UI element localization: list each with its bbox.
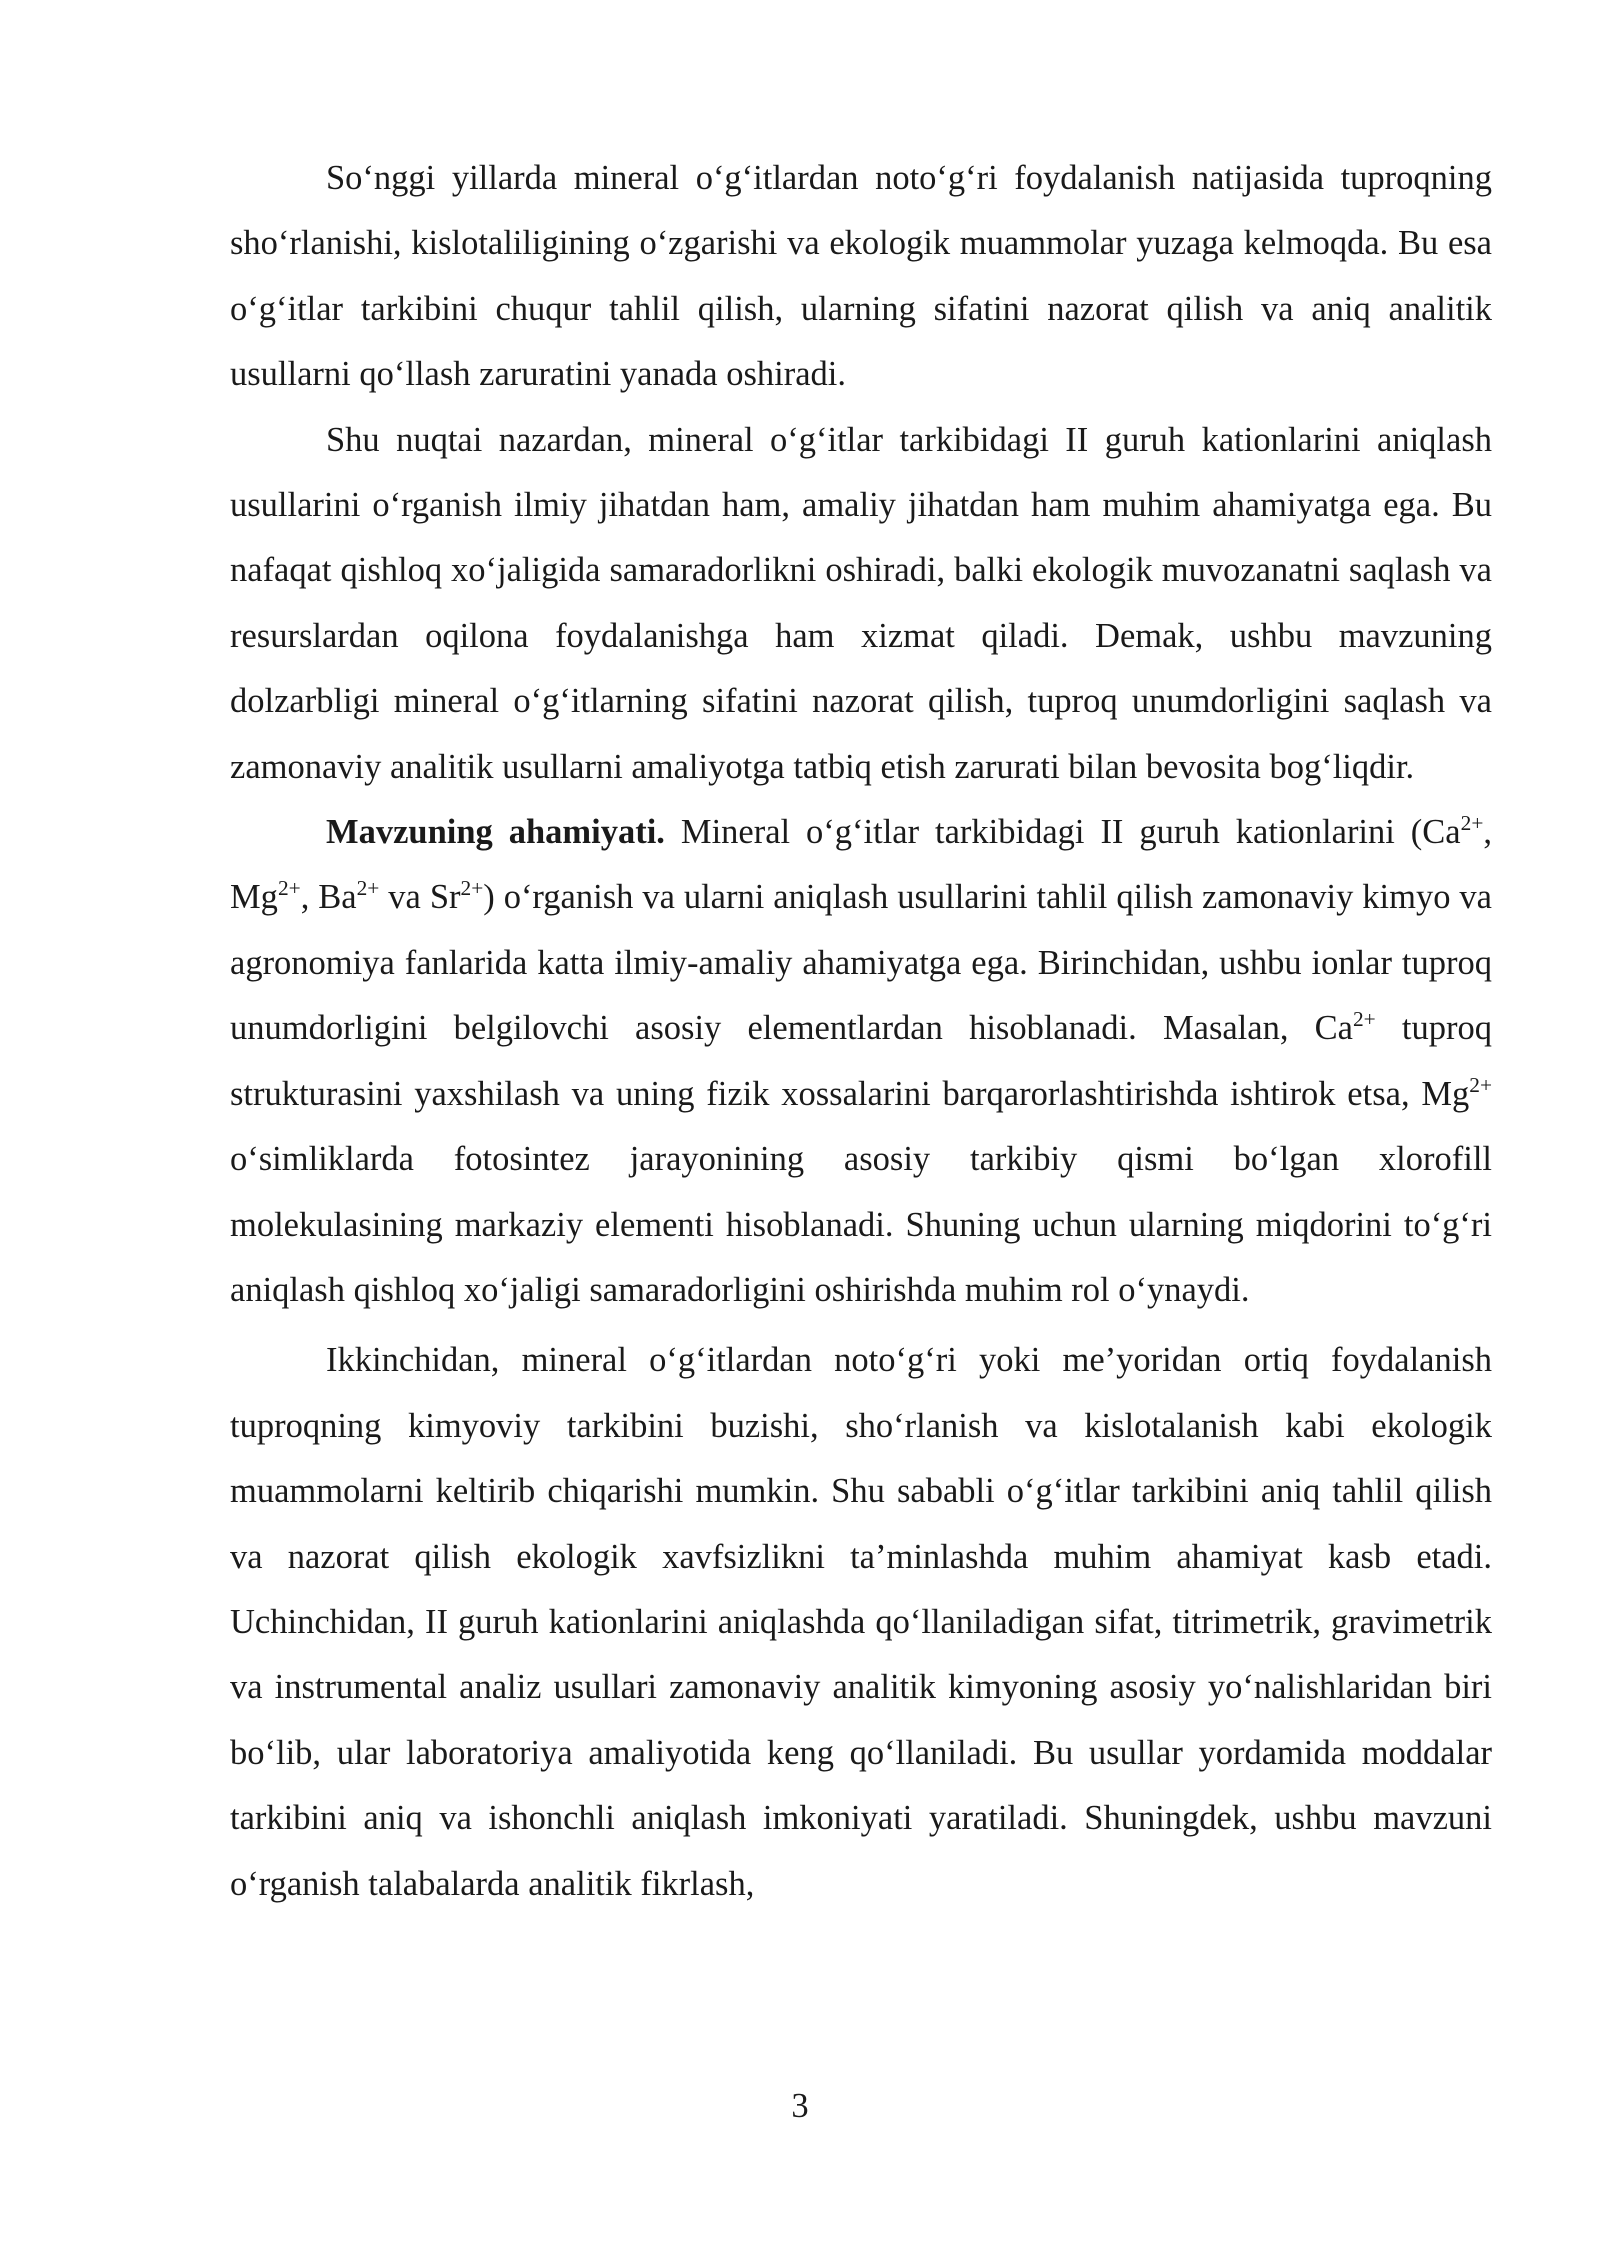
charge-superscript: 2+	[460, 876, 484, 901]
paragraph-3-text-c: , Ba	[300, 878, 357, 917]
paragraph-2: Shu nuqtai nazardan, mineral o‘g‘itlar tarkibidagi II guruh kationlarini aniqlash usullarini o‘rganish ilmiy jihatdan ham, amaliy jihatdan ham muhim ahamiyatga ega. Bu nafaqat qishloq xo‘jaligida samaradorlikni oshiradi, balki ekologik muvozanatni saqlash va resurslardan oqilona foydalanishga ham xizmat qiladi. Demak, ushbu mavzuning dolzarbligi mineral o‘g‘itlarning sifatini nazorat qilish, tuproq unumdorligini saqlash va zamonaviy analitik usullarni amaliyotga tatbiq etish zarurati bilan bevosita bog‘liqdir.	[230, 420, 1492, 786]
paragraph-3-importance	[230, 800, 1492, 1323]
paragraph-3-text-e: ) o‘rganish va ularni aniqlash usullarini tahlil qilish zamonaviy kimyo va agronomiya fanlarida katta ilmiy-amaliy ahamiyatga ega. Birinchidan, ushbu ionlar tuproq unumdorligini belgilovchi asosiy elementlardan hisoblanadi. Masalan, Ca	[230, 878, 1492, 1048]
charge-superscript: 2+	[1460, 810, 1484, 835]
paragraph-4: Ikkinchidan, mineral o‘g‘itlardan noto‘g‘ri yoki me’yoridan ortiq foydalanish tuproqning kimyoviy tarkibini buzishi, sho‘rlanish va kislotalanish kabi ekologik muammolarni keltirib chiqarishi mumkin. Shu sababli o‘g‘itlar tarkibini aniq tahlil qilish va nazorat qilish ekologik xavfsizlikni ta’minlashda muhim ahamiyat kasb etadi. Uchinchidan, II guruh kationlarini aniqlashda qo‘llaniladigan sifat, titrimetrik, gravimetrik va instrumental analiz usullari zamonaviy analitik kimyoning asosiy yo‘nalishlaridan biri bo‘lib, ular laboratoriya amaliyotida keng qo‘llaniladi. Bu usullar yordamida moddalar tarkibini aniq va ishonchli aniqlash imkoniyati yaratiladi. Shuningdek, ushbu mavzuni o‘rganish talabalarda analitik fikrlash,	[230, 1341, 1492, 1903]
charge-superscript: 2+	[1352, 1007, 1376, 1032]
section-heading-importance: Mavzuning ahamiyati.	[326, 813, 665, 852]
paragraph-3-text-f: tuproq strukturasini yaxshilash va uning fizik xossalarini barqarorlashtirishda ishtirok etsa, Mg	[230, 1009, 1493, 1113]
page-number: 3	[791, 2087, 809, 2125]
charge-superscript: 2+	[356, 876, 380, 901]
charge-superscript: 2+	[277, 876, 301, 901]
document-body	[230, 146, 1492, 1917]
paragraph-3-text-b: , Mg	[230, 813, 1492, 917]
paragraph-3-text-d: va Sr	[379, 878, 461, 917]
paragraph-3-text-g: o‘simliklarda fotosintez jarayonining asosiy tarkibiy qismi bo‘lgan xlorofill molekulasining markaziy elementi hisoblanadi. Shuning uchun ularning miqdorini to‘g‘ri aniqlash qishloq xo‘jaligi samaradorligini oshirishda muhim rol o‘ynaydi.	[230, 1140, 1492, 1309]
charge-superscript: 2+	[1469, 1072, 1492, 1097]
paragraph-3-text-a: Mineral o‘g‘itlar tarkibidagi II guruh kationlarini (Ca	[664, 813, 1461, 852]
paragraph-1: So‘nggi yillarda mineral o‘g‘itlardan noto‘g‘ri foydalanish natijasida tuproqning sho‘rlanishi, kislotaliligining o‘zgarishi va ekologik muammolar yuzaga kelmoqda. Bu esa o‘g‘itlar tarkibini chuqur tahlil qilish, ularning sifatini nazorat qilish va aniq analitik usullarni qo‘llash zaruratini yanada oshiradi.	[230, 159, 1492, 394]
